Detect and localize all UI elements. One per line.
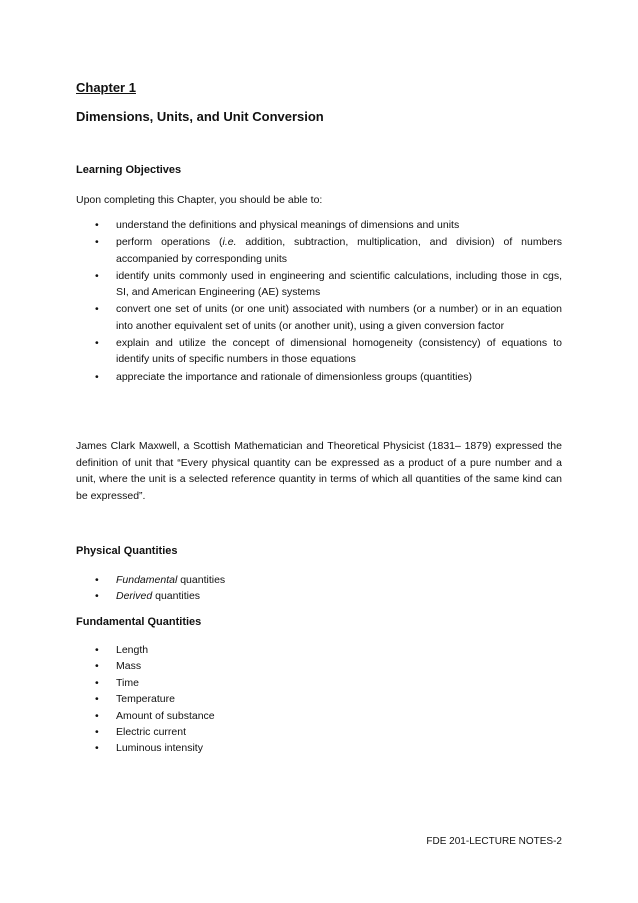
physical-quantities-heading: Physical Quantities [76, 545, 178, 557]
list-item [95, 724, 395, 740]
bullet-icon: • [95, 269, 99, 282]
list-item [95, 691, 395, 707]
list-item [95, 588, 395, 604]
list-item-text: Time [116, 676, 139, 689]
learning-objectives-heading: Learning Objectives [76, 164, 182, 176]
list-item-text: Luminous intensity [116, 742, 203, 755]
list-item [95, 369, 562, 385]
physical-quantities-list [95, 572, 395, 605]
list-item [95, 217, 562, 233]
bullet-icon: • [95, 726, 99, 739]
chapter-label: Chapter 1 [76, 80, 136, 95]
chapter-title: Dimensions, Units, and Unit Conversion [76, 109, 324, 124]
list-item-text: Length [116, 644, 149, 656]
bullet-icon: • [95, 660, 99, 673]
list-item [95, 335, 562, 368]
list-item-text: Temperature [116, 693, 175, 706]
bullet-icon: • [95, 676, 99, 689]
fundamental-quantities-heading: Fundamental Quantities [76, 616, 202, 628]
list-item [95, 301, 562, 334]
list-item [95, 268, 562, 301]
page-footer: FDE 201-LECTURE NOTES-2 [426, 836, 562, 847]
list-item-text: quantities [177, 574, 226, 586]
list-item-text: convert one set of units (or one unit) associated with numbers (or a number) or in an equation into another equivalent set of units (or another unit), using a given conversion factor [116, 303, 562, 332]
list-item [95, 658, 395, 674]
bullet-icon: • [95, 337, 99, 350]
list-item [95, 708, 395, 724]
ie-abbreviation: i.e. [222, 236, 237, 249]
list-item-text: Electric current [116, 726, 187, 739]
list-item [95, 572, 395, 588]
list-item-text: appreciate the importance and rationale of dimensionless groups (quantities) [116, 370, 473, 383]
list-item-text: Amount of substance [116, 709, 215, 722]
bullet-icon: • [95, 693, 99, 706]
bullet-icon: • [95, 219, 99, 231]
bullet-icon: • [95, 236, 99, 249]
bullet-icon: • [95, 303, 99, 316]
list-item [95, 642, 395, 658]
fundamental-quantities-list [95, 642, 395, 757]
list-item-text: quantities [152, 590, 201, 603]
emphasis-term: Fundamental [116, 574, 178, 586]
bullet-icon: • [95, 709, 99, 722]
list-item-text: perform operations (i.e. addition, subtraction, multiplication, and division) of numbers accompanied by corresponding units [116, 236, 562, 265]
maxwell-definition-paragraph: James Clark Maxwell, a Scottish Mathematician and Theoretical Physicist (1831– 1879) expressed the definition of unit that “Every physical quantity can be expressed as a product of a pure number and a unit, where the unit is a selected reference quantity in terms of which all quantities of the same kind can be expressed”. [76, 440, 562, 502]
list-item [95, 740, 395, 756]
list-item-text: understand the definitions and physical meanings of dimensions and units [116, 219, 460, 231]
bullet-icon: • [95, 370, 99, 383]
list-item [95, 675, 395, 691]
bullet-icon: • [95, 574, 99, 586]
bullet-icon: • [95, 644, 99, 656]
objectives-list [95, 217, 562, 386]
objectives-intro: Upon completing this Chapter, you should be able to: [76, 194, 323, 206]
list-item-text: Mass [116, 660, 142, 673]
bullet-icon: • [95, 742, 99, 755]
emphasis-term: Derived [116, 590, 153, 603]
bullet-icon: • [95, 590, 99, 603]
list-item-text: explain and utilize the concept of dimensional homogeneity (consistency) of equations to identify units of specific numbers in those equations [116, 337, 562, 366]
list-item-text: identify units commonly used in engineering and scientific calculations, including those in cgs, SI, and American Engineering (AE) systems [116, 269, 562, 299]
list-item [95, 234, 562, 267]
